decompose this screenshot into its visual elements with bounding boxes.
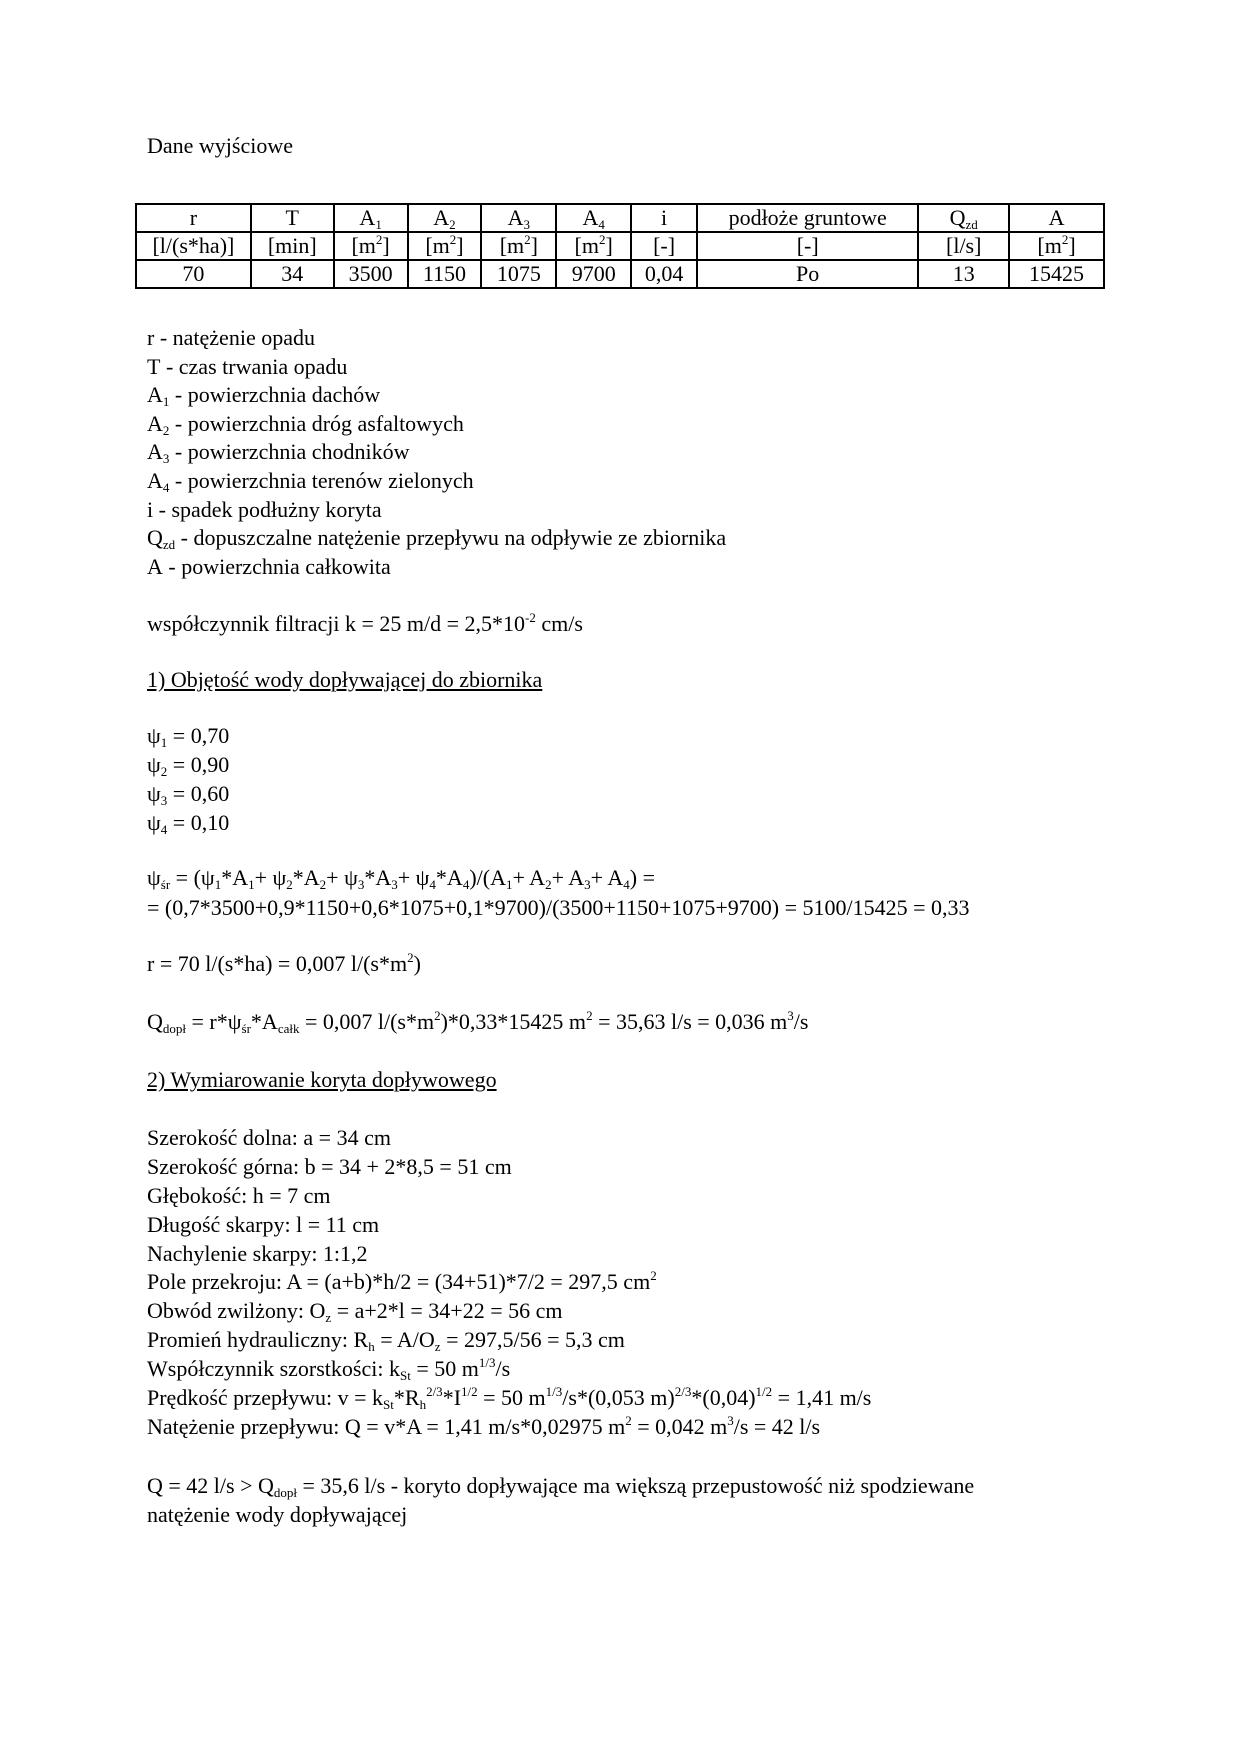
table-value-cell: 13 — [918, 260, 1009, 288]
table-value-row — [136, 260, 1104, 288]
table-header-cell: $A_3$ — [481, 204, 556, 232]
table-unit-cell: [min] — [251, 232, 334, 260]
flow-velocity: Prędkość przepływu: $v = k_{St}*R_h^{2/3}*I^{1/2} = 50$ $m^{1/3}/s*(0,053$ $m)^{2/3}*(0,04)^{1/2} = 1,41$ m/s — [147, 1384, 872, 1412]
cross-section-area: Pole przekroju: A = (a+b)*h/2 = (34+51)*7/2 = 297,5 $cm^2$ — [147, 1268, 657, 1294]
table-header-cell: $A_1$ — [334, 204, 408, 232]
legend-item: A - powierzchnia całkowita — [147, 553, 391, 579]
table-value-cell: 34 — [251, 260, 334, 288]
legend-item: $A_2$ - powierzchnia dróg asfaltowych — [147, 410, 464, 438]
table-unit-cell: [l/(s*ha)] — [136, 232, 251, 260]
table-unit-cell: [-] — [697, 232, 918, 260]
rainfall-intensity: r = 70 l/(s*ha) = 0,007 $l/(s*m^2)$ — [147, 950, 421, 976]
legend-item: $A_1$ - powierzchnia dachów — [147, 382, 381, 410]
table-unit-cell: $[m^2]$ — [1009, 232, 1104, 260]
psi-item: $\psi_3 = 0,60$ — [147, 781, 230, 808]
psi-item: $\psi_2 = 0,90$ — [147, 752, 230, 779]
table-header-row — [136, 204, 1104, 232]
legend-item: $A_4$ - powierzchnia terenów zielonych — [147, 468, 474, 495]
dimension-line: Nachylenie skarpy: 1:1,2 — [147, 1241, 368, 1266]
table-header-cell: $Q_{zd}$ — [918, 204, 1009, 232]
psi-mean-formula: $\psi_{śr} = (\psi_1*A_1+ \psi_2*A_2+ \psi_3*A_3+ \psi_4*A_4)/(A_1+ A_2+ A_3+ A_4)$ = — [147, 865, 655, 892]
table-unit-cell: $[m^2]$ — [556, 232, 631, 260]
table-header-cell: A — [1009, 204, 1104, 232]
table-unit-cell: $[m^2]$ — [408, 232, 482, 260]
table-value-cell: 1150 — [408, 260, 482, 288]
table-header-cell: podłoże gruntowe — [697, 204, 918, 232]
table-header-cell: r — [136, 204, 251, 232]
table-value-cell: 9700 — [556, 260, 631, 288]
table-unit-cell: [l/s] — [918, 232, 1009, 260]
table-unit-row — [136, 232, 1104, 260]
table-header-cell: T — [251, 204, 334, 232]
dimension-line: Szerokość górna: b = 34 + 2*8,5 = 51 cm — [147, 1154, 512, 1179]
table-header-cell: $A_4$ — [556, 204, 631, 232]
table-value-cell: 1075 — [481, 260, 556, 288]
table-unit-cell: $[m^2]$ — [481, 232, 556, 260]
table-unit-cell: $[m^2]$ — [334, 232, 408, 260]
hydraulic-radius: Promień hydrauliczny: $R_h = A/O_z = 297,5/56 = 5,3$ cm — [147, 1327, 625, 1354]
legend-item: r - natężenie opadu — [147, 325, 315, 350]
table-value-cell: Po — [697, 260, 918, 288]
inflow-discharge: $Q_{dopł} = r*\psi_{śr}*A_{całk} = 0,007$ $l/(s*m^2)*0,33*15425$ $m^2 = 35,63$ l/s = 0,036 $m^3/s$ — [147, 1008, 809, 1036]
psi-item: $\psi_4 = 0,10$ — [147, 810, 230, 837]
dimension-line: Głębokość: h = 7 cm — [147, 1183, 331, 1208]
dimension-line: Długość skarpy: l = 11 cm — [147, 1212, 380, 1237]
legend-item: $Q_{zd}$ - dopuszczalne natężenie przepływu na odpływie ze zbiornika — [147, 525, 727, 553]
psi-mean-calculation: = (0,7*3500+0,9*1150+0,6*1075+0,1*9700)/(3500+1150+1075+9700) = 5100/15425 = 0,33 — [147, 895, 970, 920]
conclusion: Q = 42 $l/s > Q_{dopł} = 35,6$ l/s - koryto dopływające ma większą przepustowość niż spodziewane — [147, 1473, 975, 1500]
table-header-cell: i — [631, 204, 697, 232]
wetted-perimeter: Obwód zwilżony: $O_z = a+2*l = 34+22 = 56$ cm — [147, 1298, 563, 1325]
table-header-cell: $A_2$ — [408, 204, 482, 232]
legend-item: $A_3$ - powierzchnia chodników — [147, 439, 410, 467]
table-value-cell: 3500 — [334, 260, 408, 288]
filtration-coefficient: współczynnik filtracji k = 25 $m/d = 2,5*10^{-2}$ cm/s — [147, 610, 583, 636]
flow-discharge: Natężenie przepływu: Q = v*A = 1,41 m/s*0,02975 $m^2 = 0,042$ $m^3/s = 42$ l/s — [147, 1413, 821, 1439]
table-unit-cell: [-] — [631, 232, 697, 260]
table-value-cell: 15425 — [1009, 260, 1104, 288]
conclusion-continued: natężenie wody dopływającej — [147, 1502, 408, 1527]
table-value-cell: 70 — [136, 260, 251, 288]
input-data-table — [135, 203, 1105, 289]
section1-heading: 1) Objętość wody dopływającej do zbiornika — [147, 667, 543, 692]
table-value-cell: 0,04 — [631, 260, 697, 288]
psi-item: $\psi_1 = 0,70$ — [147, 723, 230, 750]
page-title: Dane wyjściowe — [147, 133, 294, 158]
legend-item: T - czas trwania opadu — [147, 353, 348, 379]
roughness-coefficient: Współczynnik szorstkości: $k_{St} = 50$ $m^{1/3}/s$ — [147, 1355, 511, 1383]
dimension-line: Szerokość dolna: a = 34 cm — [147, 1125, 391, 1150]
section2-heading: 2) Wymiarowanie koryta dopływowego — [147, 1067, 497, 1092]
legend-item: i - spadek podłużny koryta — [147, 496, 382, 522]
